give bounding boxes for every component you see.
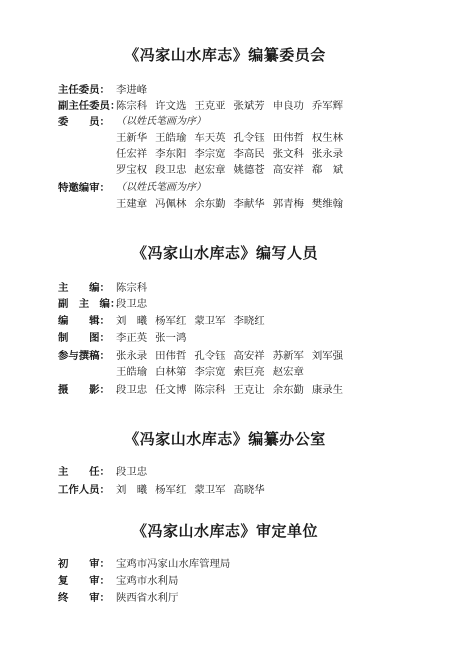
section-title: 《冯家山水库志》编纂办公室 bbox=[124, 430, 326, 448]
person-name: 刘 曦 bbox=[116, 484, 148, 496]
person-name: 蒙卫军 bbox=[194, 484, 226, 496]
credit-line bbox=[58, 180, 418, 196]
person-name: 高安祥 bbox=[272, 164, 304, 176]
role-value bbox=[116, 130, 351, 146]
person-name: 高晓华 bbox=[233, 484, 265, 496]
role-value bbox=[116, 196, 351, 212]
role-label: 摄 影： bbox=[58, 384, 110, 396]
credit-line bbox=[58, 464, 418, 480]
person-name: 陈宗科 bbox=[116, 100, 148, 112]
role-value: （以姓氏笔画为序） bbox=[116, 182, 206, 193]
person-name: 孔令钰 bbox=[233, 132, 265, 144]
credit-line bbox=[58, 382, 418, 398]
credit-line bbox=[58, 98, 418, 114]
person-name: 赵宏章 bbox=[194, 164, 226, 176]
person-name: 乔军辉 bbox=[311, 100, 344, 112]
person-name: 王新华 bbox=[116, 132, 148, 144]
person-name: 杨军红 bbox=[155, 315, 187, 327]
person-name: 李晓红 bbox=[233, 315, 265, 327]
role-value: 李进峰 bbox=[116, 84, 148, 96]
role-label: 主 编： bbox=[58, 282, 110, 294]
person-name: 李宗宽 bbox=[194, 148, 226, 160]
role-label: 参与撰稿： bbox=[58, 350, 110, 362]
section-title: 《冯家山水库志》编纂委员会 bbox=[124, 46, 326, 64]
person-name: 杨军红 bbox=[155, 484, 187, 496]
person-name: 李高民 bbox=[233, 148, 265, 160]
credit-line bbox=[58, 330, 418, 346]
role-label: 终 审： bbox=[58, 592, 110, 604]
role-value bbox=[116, 382, 351, 398]
person-name: 张永录 bbox=[311, 148, 344, 160]
credit-line bbox=[58, 162, 418, 178]
role-value bbox=[116, 98, 351, 114]
credit-line bbox=[58, 196, 418, 212]
person-name: 王克让 bbox=[233, 384, 265, 396]
person-name: 郗 斌 bbox=[311, 164, 344, 176]
person-name: 权生林 bbox=[311, 132, 344, 144]
person-name: 车天英 bbox=[194, 132, 226, 144]
person-name: 田伟哲 bbox=[272, 132, 304, 144]
person-name: 郭青梅 bbox=[272, 198, 304, 210]
role-label: 委 员： bbox=[58, 116, 110, 128]
role-value bbox=[116, 482, 273, 498]
person-name: 王建章 bbox=[116, 198, 148, 210]
person-name: 罗宝权 bbox=[116, 164, 148, 176]
person-name: 许文选 bbox=[155, 100, 187, 112]
role-label: 主 任： bbox=[58, 466, 110, 478]
role-value: 陕西省水利厅 bbox=[116, 592, 179, 604]
role-label: 工作人员： bbox=[58, 484, 110, 496]
section-title: 《冯家山水库志》编写人员 bbox=[131, 244, 318, 262]
person-name: 李正英 bbox=[116, 332, 148, 344]
person-name: 余东勤 bbox=[194, 198, 226, 210]
role-label: 编 辑： bbox=[58, 315, 110, 327]
role-value bbox=[116, 364, 312, 380]
person-name: 李献华 bbox=[233, 198, 265, 210]
role-value: 宝鸡市冯家山水库管理局 bbox=[116, 558, 231, 570]
person-name: 田伟哲 bbox=[155, 350, 187, 362]
credit-line bbox=[58, 130, 418, 146]
role-label: 副 主 编： bbox=[58, 298, 121, 310]
person-name: 申良功 bbox=[272, 100, 304, 112]
role-value bbox=[116, 162, 351, 178]
role-value: 段卫忠 bbox=[116, 298, 148, 310]
credit-line bbox=[58, 146, 418, 162]
person-name: 陈宗科 bbox=[194, 384, 226, 396]
person-name: 姚德苍 bbox=[233, 164, 265, 176]
role-value bbox=[116, 348, 351, 364]
person-name: 张永录 bbox=[116, 350, 148, 362]
role-label: 副主任委员： bbox=[58, 100, 121, 112]
role-label: 复 审： bbox=[58, 575, 110, 587]
credit-line bbox=[58, 296, 418, 312]
role-value bbox=[116, 313, 273, 329]
credit-line bbox=[58, 114, 418, 130]
person-name: 段卫忠 bbox=[155, 164, 187, 176]
credit-line bbox=[58, 364, 418, 380]
person-name: 王皓瑜 bbox=[155, 132, 187, 144]
person-name: 张斌芳 bbox=[233, 100, 265, 112]
role-value: （以姓氏笔画为序） bbox=[116, 116, 206, 127]
section-title: 《冯家山水库志》审定单位 bbox=[131, 522, 318, 540]
person-name: 任文博 bbox=[155, 384, 187, 396]
person-name: 王皓瑜 bbox=[116, 366, 148, 378]
person-name: 李东阳 bbox=[155, 148, 187, 160]
person-name: 索巨亮 bbox=[233, 366, 265, 378]
person-name: 李宗宽 bbox=[194, 366, 226, 378]
person-name: 蒙卫军 bbox=[194, 315, 226, 327]
role-label: 制 图： bbox=[58, 332, 110, 344]
person-name: 赵宏章 bbox=[272, 366, 304, 378]
credit-line bbox=[58, 280, 418, 296]
person-name: 张一鸿 bbox=[155, 332, 187, 344]
person-name: 康录生 bbox=[311, 384, 344, 396]
credit-line bbox=[58, 573, 418, 589]
person-name: 冯佩林 bbox=[155, 198, 187, 210]
person-name: 樊维翰 bbox=[311, 198, 344, 210]
person-name: 刘军强 bbox=[311, 350, 344, 362]
credit-line bbox=[58, 556, 418, 572]
person-name: 段卫忠 bbox=[116, 384, 148, 396]
person-name: 高安祥 bbox=[233, 350, 265, 362]
person-name: 张文科 bbox=[272, 148, 304, 160]
credit-line bbox=[58, 313, 418, 329]
role-label: 初 审： bbox=[58, 558, 110, 570]
role-value: 宝鸡市水利局 bbox=[116, 575, 179, 587]
role-value bbox=[116, 330, 194, 346]
role-label: 主任委员： bbox=[58, 84, 110, 96]
role-value bbox=[116, 146, 351, 162]
person-name: 余东勤 bbox=[272, 384, 304, 396]
credit-line bbox=[58, 482, 418, 498]
person-name: 刘 曦 bbox=[116, 315, 148, 327]
credit-line bbox=[58, 590, 418, 606]
role-label: 特邀编审： bbox=[58, 182, 110, 194]
credit-line bbox=[58, 348, 418, 364]
person-name: 孔令钰 bbox=[194, 350, 226, 362]
person-name: 苏新军 bbox=[272, 350, 304, 362]
role-value: 段卫忠 bbox=[116, 466, 148, 478]
role-value: 陈宗科 bbox=[116, 282, 148, 294]
credit-line bbox=[58, 82, 418, 98]
person-name: 白林第 bbox=[155, 366, 187, 378]
person-name: 王克亚 bbox=[194, 100, 226, 112]
person-name: 任宏祥 bbox=[116, 148, 148, 160]
